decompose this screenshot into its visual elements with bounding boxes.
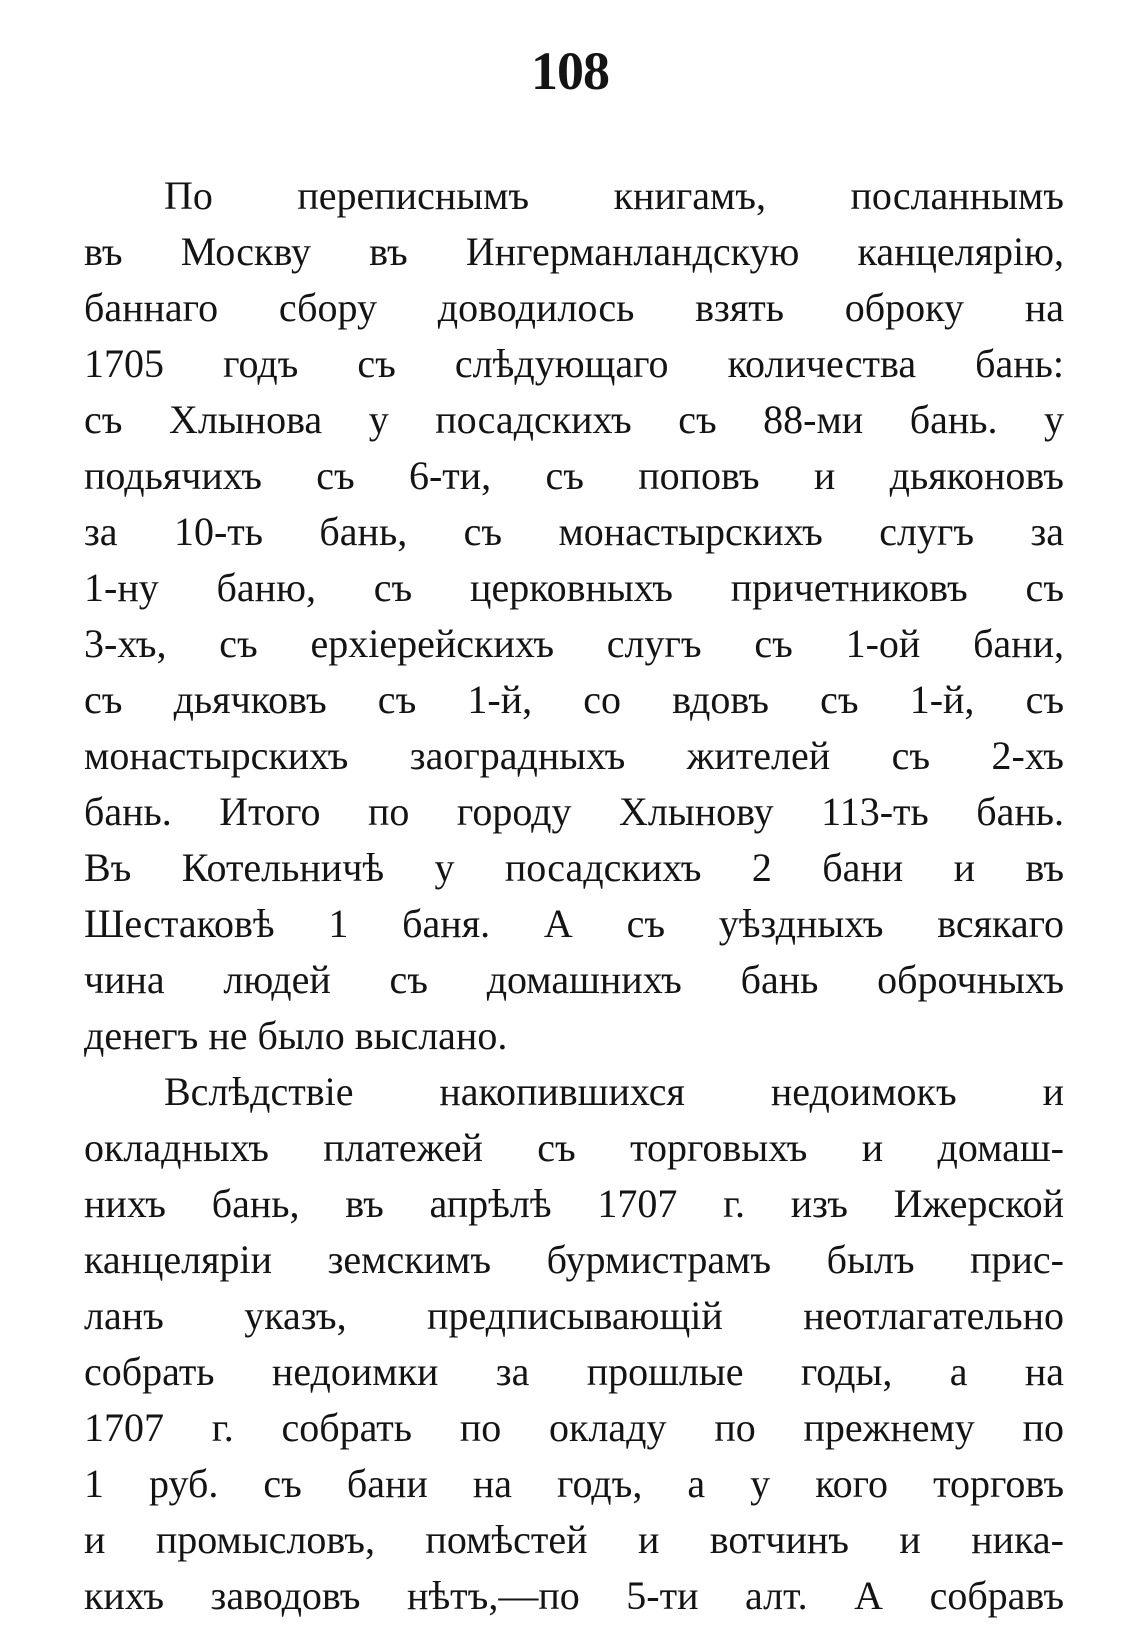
text-line: По переписнымъ книгамъ, посланнымъ bbox=[164, 173, 1064, 218]
page-body bbox=[84, 168, 1064, 1624]
text-line: 1705 годъ съ слѣдующаго количества бань: bbox=[84, 341, 1064, 386]
text-line: съ дьячковъ съ 1-й, со вдовъ съ 1-й, съ bbox=[84, 677, 1064, 722]
text-line: 1-ну баню, съ церковныхъ причетниковъ съ bbox=[84, 565, 1064, 610]
text-line: монастырскихъ заоградныхъ жителей съ 2-хъ bbox=[84, 733, 1064, 778]
text-line: 3-хъ, съ ерхiерейскихъ слугъ съ 1-ой бани, bbox=[84, 621, 1064, 666]
text-line: 1707 г. собрать по окладу по прежнему по bbox=[84, 1405, 1064, 1450]
paragraph-2 bbox=[84, 1064, 1064, 1624]
text-line: окладныхъ платежей съ торговыхъ и домаш- bbox=[84, 1125, 1064, 1170]
text-line: 1 руб. съ бани на годъ, а у кого торговъ bbox=[84, 1461, 1064, 1506]
text-line: и промысловъ, помѣстей и вотчинъ и ника- bbox=[84, 1517, 1064, 1562]
text-line: въ Москву въ Ингерманландскую канцелярiю, bbox=[84, 229, 1064, 274]
text-line: Вслѣдствiе накопившихся недоимокъ и bbox=[164, 1069, 1064, 1114]
text-line: бань. Итого по городу Хлынову 113-ть бань. bbox=[84, 789, 1064, 834]
text-line: собрать недоимки за прошлые годы, а на bbox=[84, 1349, 1064, 1394]
text-line: канцелярiи земскимъ бурмистрамъ былъ прис- bbox=[84, 1237, 1064, 1282]
text-line: нихъ бань, въ апрѣлѣ 1707 г. изъ Ижерской bbox=[84, 1181, 1064, 1226]
paragraph-1 bbox=[84, 168, 1064, 1064]
text-line: Шестаковѣ 1 баня. А съ уѣздныхъ всякаго bbox=[84, 901, 1064, 946]
text-line: ланъ указъ, предписывающiй неотлагательно bbox=[84, 1293, 1064, 1338]
text-line: съ Хлынова у посадскихъ съ 88-ми бань. у bbox=[84, 397, 1064, 442]
text-line: кихъ заводовъ нѣтъ,—по 5-ти алт. А собравъ bbox=[84, 1573, 1064, 1618]
page-number: 108 bbox=[531, 41, 609, 101]
text-line: подьячихъ съ 6-ти, съ поповъ и дьяконовъ bbox=[84, 453, 1064, 498]
text-line: Въ Котельничѣ у посадскихъ 2 бани и въ bbox=[84, 845, 1064, 890]
text-line: чина людей съ домашнихъ бань оброчныхъ bbox=[84, 957, 1064, 1002]
text-line: за 10-ть бань, съ монастырскихъ слугъ за bbox=[84, 509, 1064, 554]
text-line: баннаго сбору доводилось взять оброку на bbox=[84, 285, 1064, 330]
text-line: денегъ не было выслано. bbox=[84, 1013, 508, 1058]
